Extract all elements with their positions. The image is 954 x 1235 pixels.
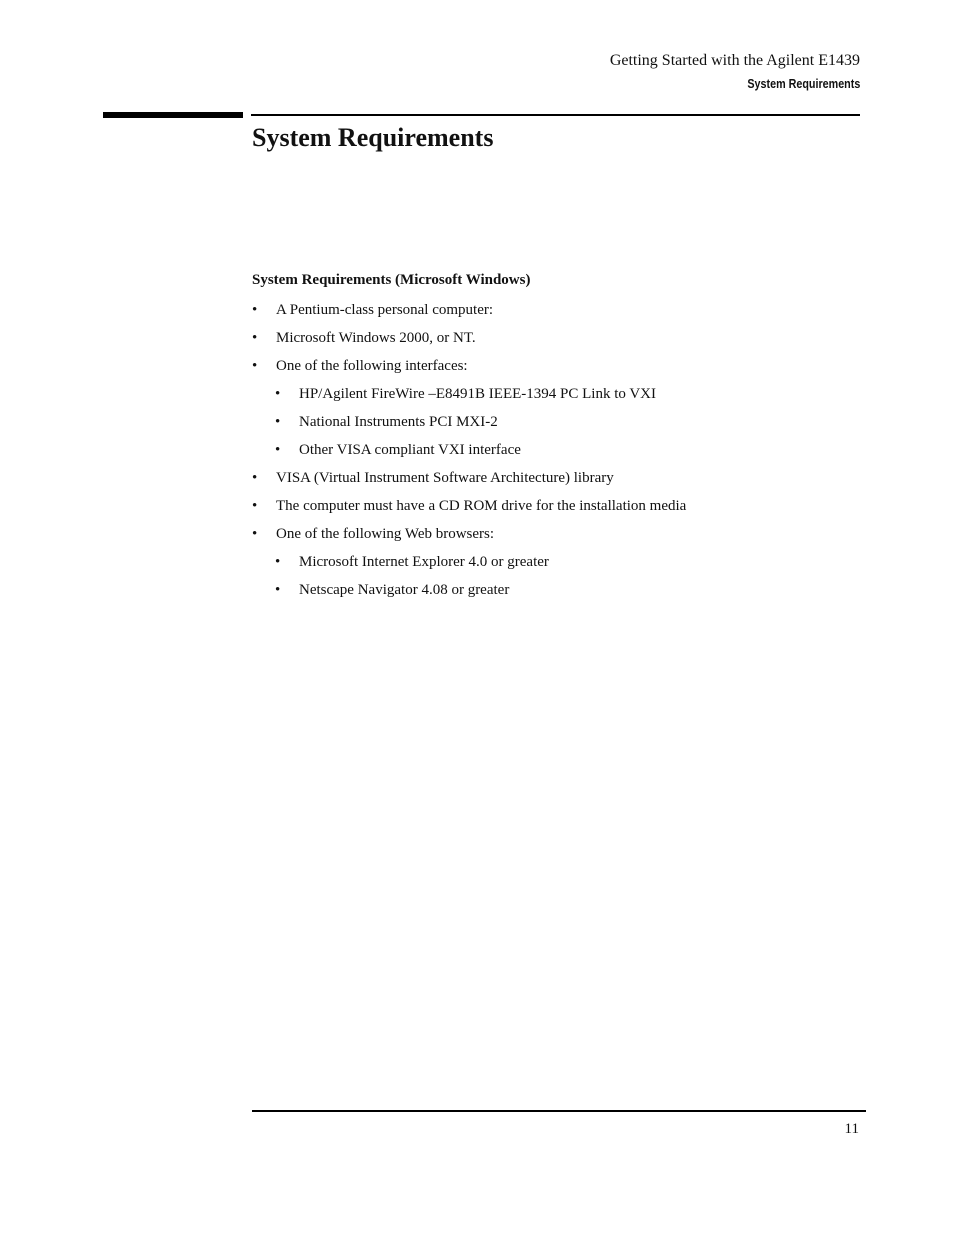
list-item-text: Netscape Navigator 4.08 or greater [299,582,510,598]
subsection-heading: System Requirements (Microsoft Windows) [252,272,531,288]
bullet-icon: • [275,414,281,430]
list-item [252,412,862,440]
list-item [252,356,862,384]
bullet-icon: • [275,554,281,570]
list-item [252,580,862,608]
list-item-text: VISA (Virtual Instrument Software Architecture) library [276,470,614,486]
section-title: System Requirements [252,123,494,152]
list-item [252,328,862,356]
bullet-icon: • [275,582,281,598]
list-item-text: One of the following Web browsers: [276,526,495,542]
bullet-icon: • [275,386,281,402]
list-item [252,384,862,412]
list-item [252,300,862,328]
list-item-text: A Pentium-class personal computer: [276,302,494,318]
header-rule [251,114,860,116]
bullet-icon: • [252,526,258,542]
list-item-text: The computer must have a CD ROM drive for the installation media [276,498,687,514]
bullet-icon: • [252,302,258,318]
requirements-list [252,300,862,608]
bullet-icon: • [252,470,258,486]
list-item [252,552,862,580]
bullet-icon: • [275,442,281,458]
list-item [252,440,862,468]
list-item-text: National Instruments PCI MXI-2 [299,414,498,430]
list-item [252,524,862,552]
footer-rule [252,1110,866,1112]
list-item-text: Microsoft Windows 2000, or NT. [276,330,476,346]
list-item-text: Microsoft Internet Explorer 4.0 or greater [299,554,549,570]
bullet-icon: • [252,330,258,346]
running-header-title: Getting Started with the Agilent E1439 [609,52,860,69]
section-marker-bar [103,112,243,118]
list-item-text: HP/Agilent FireWire –E8491B IEEE-1394 PC Link to VXI [299,386,657,402]
list-item [252,468,862,496]
list-item [252,496,862,524]
bullet-icon: • [252,498,258,514]
running-header-section: System Requirements [747,77,860,91]
list-item-text: One of the following interfaces: [276,358,468,374]
list-item-text: Other VISA compliant VXI interface [299,442,521,458]
bullet-icon: • [252,358,258,374]
page-number: 11 [844,1121,859,1137]
